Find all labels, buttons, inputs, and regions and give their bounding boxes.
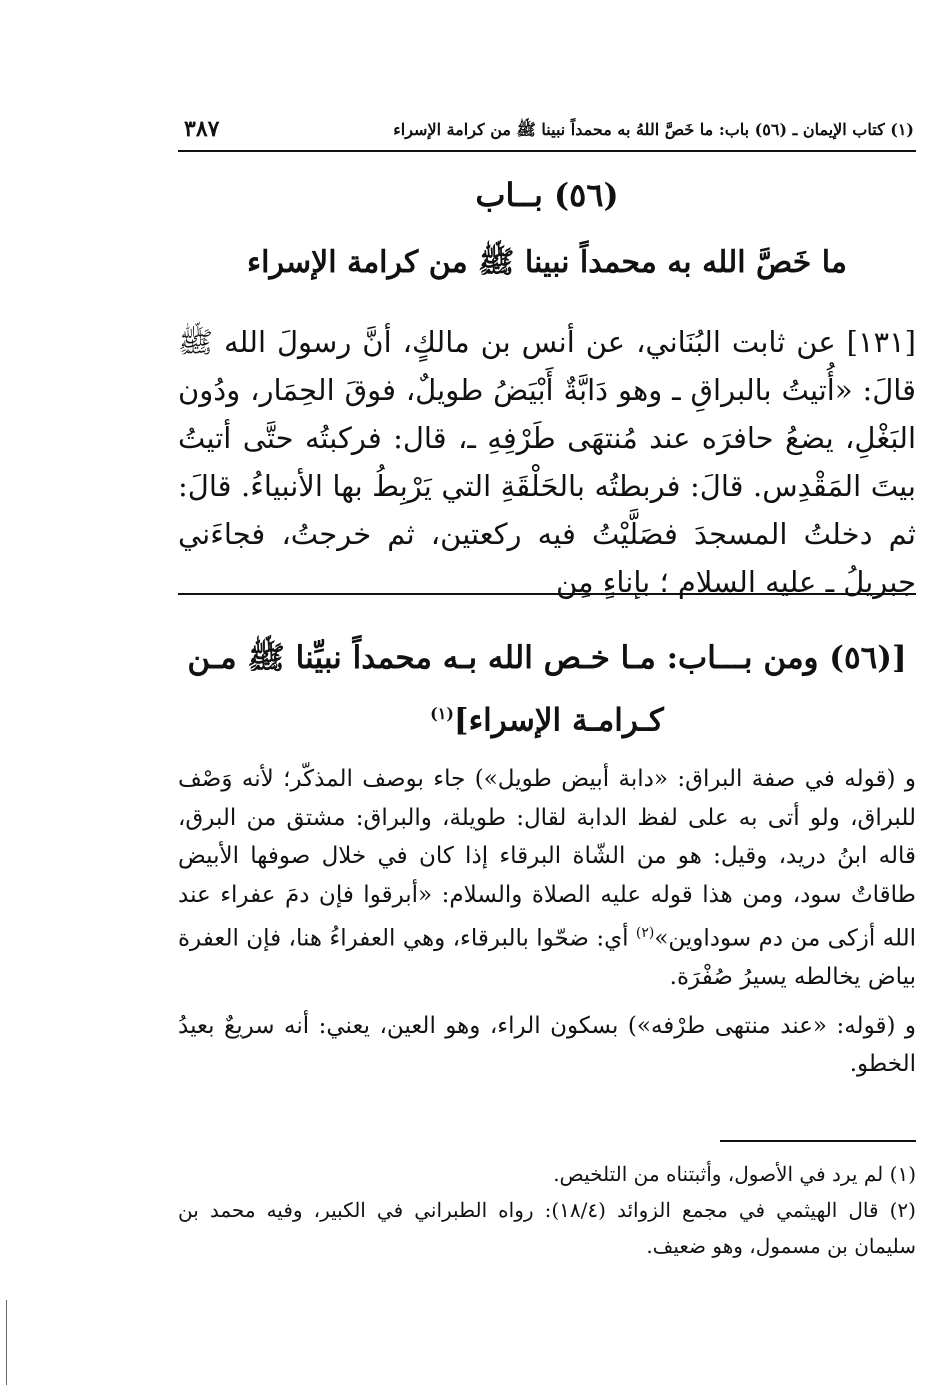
commentary-paragraph (178, 760, 916, 997)
commentary-paragraph-text-cont: أي: ضحّوا بالبرقاء، وهي العفراءُ هنا، فإن العفرة بياض يخالطه يسيرُ صُفْرَة. (178, 925, 916, 991)
page-number: ٣٨٧ (184, 116, 220, 142)
footnote-ref: (٢) (635, 925, 655, 941)
commentary-heading (178, 630, 916, 748)
footnote-ref: (١) (430, 704, 454, 723)
chapter-number: (٥٦) بــاب (475, 176, 619, 214)
footnote-marker: (١) (889, 1162, 916, 1186)
hadith-text: [١٣١] عن ثابت البُنَاني، عن أنس بن مالكٍ، أنَّ رسولَ الله ﷺ قالَ: «أُتيتُ بالبراقِ ـ وهو دَابَّةٌ أَبْيَضُ طويلٌ، فوقَ الحِمَار، ودُون البَغْلِ، يضعُ حافرَه عند مُنتهَى طَرْفِهِ ـ، قال: فركبتُه حتَّى أتيتُ بيتَ المَقْدِس. قالَ: فربطتُه بالحَلْقَةِ التي يَرْبِطُ بها الأنبياءُ. قالَ: ثم دخلتُ المسجدَ فصَلَّيْتُ فيه ركعتين، ثم خرجتُ، فجاءَني جبريلُ ـ عليه السلام ؛ بإناءٍ مِن (178, 325, 916, 599)
footnote-divider (720, 1140, 916, 1142)
footnote-text: قال الهيثمي في مجمع الزوائد (١٨/٤): رواه الطبراني في الكبير، وفيه محمد بن سليمان بن مسمول، وهو ضعيف. (178, 1198, 916, 1258)
footnote-text: لم يرد في الأصول، وأثبتناه من التلخيص. (553, 1162, 884, 1186)
chapter-title: ما خَصَّ الله به محمداً نبينا ﷺ من كرامة الإسراء (247, 245, 847, 280)
footnotes (178, 1156, 916, 1264)
running-head (178, 112, 916, 152)
commentary-body (178, 760, 916, 1084)
running-head-title: (١) كتاب الإيمان ـ (٥٦) باب: ما خَصَّ اللهُ به محمداً نبينا ﷺ من كرامة الإسراء (393, 120, 914, 139)
footnote-marker: (٢) (889, 1198, 916, 1222)
commentary-paragraph: و (قوله: «عند منتهى طرْفه») بسكون الراء، وهو العين، يعني: أنه سريعٌ بعيدُ الخطو. (178, 1012, 916, 1078)
commentary-heading-text: [(٥٦) ومن بـــاب: مـا خـص الله بـه محمداً نبيِّنا ﷺ مـن كـرامـة الإسراء] (187, 640, 907, 739)
commentary-paragraph-text: و (قوله في صفة البراق: «دابة أبيض طويل») جاء بوصف المذكّر؛ لأنه وَصْف للبراق، ولو أتى به على لفظ الدابة لقال: طويلة، والبراق: مشتق من البرق، قاله ابنُ دريد، وقيل: هو من الشّاة البرقاء إذا كان في خلال صوفها الأبيض طاقاتٌ سود، ومن هذا قوله عليه الصلاة والسلام: «أبرقوا فإن دمَ عفراء عند الله أزكى من دم سوداوين» (178, 766, 916, 952)
footnote (178, 1192, 916, 1264)
section-divider (178, 593, 916, 595)
footnote (178, 1156, 916, 1192)
scan-margin-line (6, 1300, 7, 1385)
